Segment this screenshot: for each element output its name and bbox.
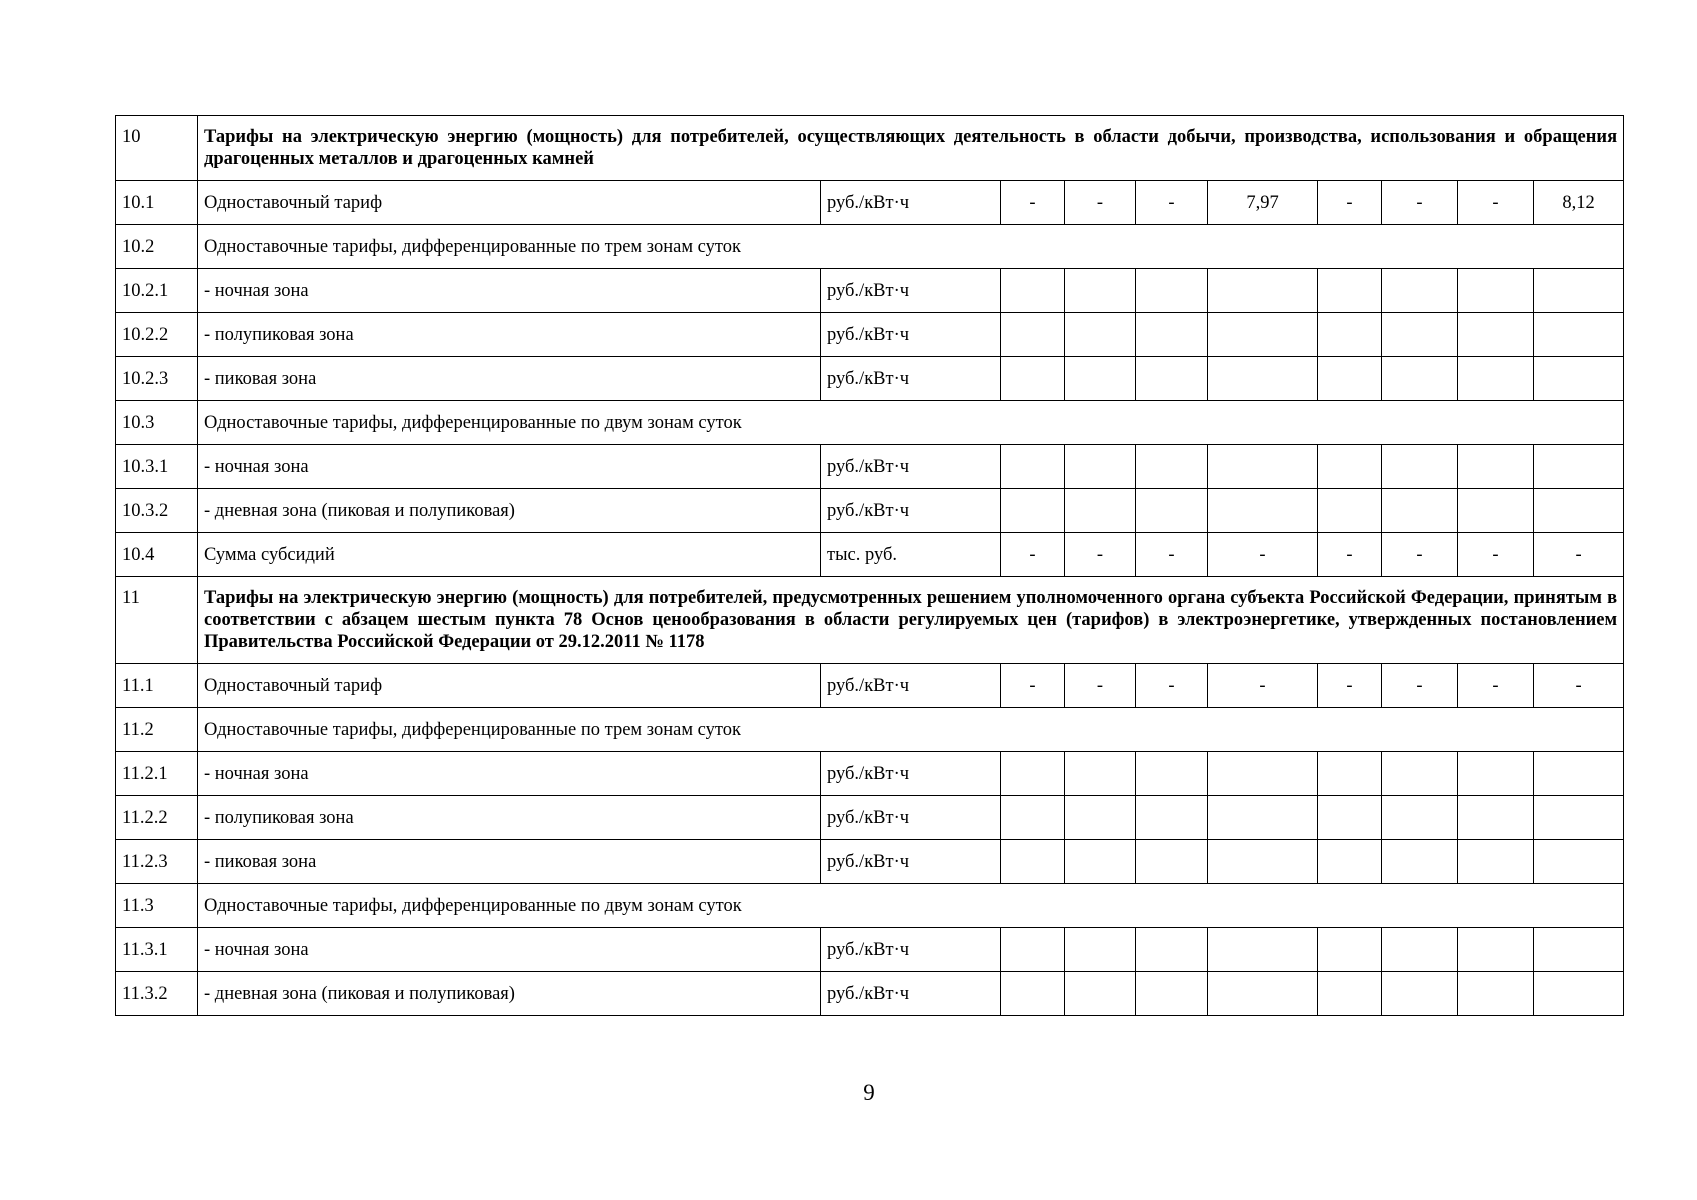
row-number: 11.3: [116, 884, 198, 928]
value-cell: -: [1136, 181, 1208, 225]
value-cell: [1001, 489, 1065, 533]
value-cell: -: [1065, 664, 1136, 708]
row-label: - пиковая зона: [198, 357, 821, 401]
value-cell: [1136, 445, 1208, 489]
value-cell: [1382, 269, 1458, 313]
value-cell: -: [1065, 533, 1136, 577]
row-unit: руб./кВт·ч: [821, 928, 1001, 972]
row-unit: руб./кВт·ч: [821, 752, 1001, 796]
value-cell: [1458, 796, 1534, 840]
row-unit: руб./кВт·ч: [821, 269, 1001, 313]
table-row-10-3-1: [116, 445, 1624, 489]
row-number: 10.3: [116, 401, 198, 445]
row-label: - дневная зона (пиковая и полупиковая): [198, 972, 821, 1016]
value-cell: [1208, 796, 1318, 840]
value-cell: [1318, 752, 1382, 796]
value-cell: [1001, 972, 1065, 1016]
row-number: 10.4: [116, 533, 198, 577]
row-number: 10.2: [116, 225, 198, 269]
value-cell: [1534, 445, 1624, 489]
table-row-10-4: [116, 533, 1624, 577]
value-cell: [1458, 357, 1534, 401]
row-number: 10.1: [116, 181, 198, 225]
value-cell: -: [1458, 533, 1534, 577]
value-cell: -: [1534, 664, 1624, 708]
row-number: 11.2.2: [116, 796, 198, 840]
value-cell: [1458, 928, 1534, 972]
tariff-table: [115, 115, 1624, 1016]
section-title: Тарифы на электрическую энергию (мощность) для потребителей, предусмотренных решением уполномоченного органа субъекта Российской Федерации, принятым в соответствии с абзацем шестым пункта 78 Основ ценообразования в области регулируемых цен (тарифов) в электроэнергетике, утвержденных постановлением Правительства Российской Федерации от 29.12.2011 № 1178: [198, 577, 1624, 664]
row-label: - полупиковая зона: [198, 796, 821, 840]
value-cell: [1065, 840, 1136, 884]
value-cell: -: [1318, 533, 1382, 577]
value-cell: [1208, 840, 1318, 884]
value-cell: [1458, 972, 1534, 1016]
value-cell: 7,97: [1208, 181, 1318, 225]
row-number: 11.1: [116, 664, 198, 708]
value-cell: [1318, 796, 1382, 840]
value-cell: [1136, 357, 1208, 401]
row-number: 10.3.1: [116, 445, 198, 489]
value-cell: -: [1382, 533, 1458, 577]
table-row-11-3-1: [116, 928, 1624, 972]
value-cell: [1001, 269, 1065, 313]
table-row-11-2-3: [116, 840, 1624, 884]
value-cell: [1318, 928, 1382, 972]
value-cell: [1136, 269, 1208, 313]
row-number: 10: [116, 116, 198, 181]
row-unit: руб./кВт·ч: [821, 796, 1001, 840]
value-cell: [1318, 269, 1382, 313]
table-row-10-1: [116, 181, 1624, 225]
value-cell: [1458, 269, 1534, 313]
value-cell: [1382, 357, 1458, 401]
value-cell: [1208, 357, 1318, 401]
value-cell: [1382, 752, 1458, 796]
value-cell: [1065, 357, 1136, 401]
value-cell: [1458, 752, 1534, 796]
value-cell: [1065, 752, 1136, 796]
value-cell: [1382, 489, 1458, 533]
row-unit: руб./кВт·ч: [821, 313, 1001, 357]
page-number: 9: [863, 1080, 875, 1105]
table-row-11: [116, 577, 1624, 664]
value-cell: [1136, 752, 1208, 796]
value-cell: [1065, 928, 1136, 972]
row-label: Сумма субсидий: [198, 533, 821, 577]
value-cell: [1065, 796, 1136, 840]
value-cell: [1534, 357, 1624, 401]
value-cell: [1208, 269, 1318, 313]
row-label: - полупиковая зона: [198, 313, 821, 357]
row-unit: руб./кВт·ч: [821, 445, 1001, 489]
row-label: Одноставочный тариф: [198, 181, 821, 225]
value-cell: [1382, 796, 1458, 840]
row-number: 10.3.2: [116, 489, 198, 533]
row-unit: руб./кВт·ч: [821, 181, 1001, 225]
value-cell: [1318, 357, 1382, 401]
value-cell: [1382, 972, 1458, 1016]
value-cell: -: [1136, 533, 1208, 577]
row-label: - ночная зона: [198, 752, 821, 796]
row-unit: тыс. руб.: [821, 533, 1001, 577]
row-number: 11: [116, 577, 198, 664]
value-cell: [1534, 928, 1624, 972]
row-number: 11.3.2: [116, 972, 198, 1016]
value-cell: [1136, 489, 1208, 533]
row-number: 11.2: [116, 708, 198, 752]
row-unit: руб./кВт·ч: [821, 972, 1001, 1016]
row-number: 11.3.1: [116, 928, 198, 972]
row-unit: руб./кВт·ч: [821, 664, 1001, 708]
value-cell: [1382, 445, 1458, 489]
value-cell: -: [1136, 664, 1208, 708]
row-label: - пиковая зона: [198, 840, 821, 884]
value-cell: [1065, 489, 1136, 533]
value-cell: -: [1318, 664, 1382, 708]
value-cell: [1534, 269, 1624, 313]
row-number: 10.2.3: [116, 357, 198, 401]
table-row-10-2: [116, 225, 1624, 269]
value-cell: [1136, 796, 1208, 840]
value-cell: [1458, 840, 1534, 884]
value-cell: [1065, 972, 1136, 1016]
value-cell: [1065, 269, 1136, 313]
value-cell: [1534, 313, 1624, 357]
value-cell: [1318, 445, 1382, 489]
value-cell: -: [1458, 664, 1534, 708]
value-cell: -: [1065, 181, 1136, 225]
value-cell: -: [1001, 664, 1065, 708]
value-cell: [1318, 972, 1382, 1016]
value-cell: [1458, 313, 1534, 357]
value-cell: [1534, 840, 1624, 884]
value-cell: -: [1458, 181, 1534, 225]
table-row-11-3: [116, 884, 1624, 928]
row-unit: руб./кВт·ч: [821, 357, 1001, 401]
row-number: 10.2.2: [116, 313, 198, 357]
value-cell: -: [1208, 533, 1318, 577]
value-cell: [1534, 796, 1624, 840]
value-cell: [1001, 840, 1065, 884]
value-cell: [1136, 313, 1208, 357]
value-cell: -: [1001, 181, 1065, 225]
value-cell: [1001, 752, 1065, 796]
table-row-10-3-2: [116, 489, 1624, 533]
row-number: 11.2.1: [116, 752, 198, 796]
value-cell: [1136, 972, 1208, 1016]
value-cell: [1136, 928, 1208, 972]
value-cell: [1001, 313, 1065, 357]
table-row-11-3-2: [116, 972, 1624, 1016]
value-cell: [1001, 445, 1065, 489]
value-cell: [1065, 445, 1136, 489]
table-row-11-2-2: [116, 796, 1624, 840]
section-title: Тарифы на электрическую энергию (мощность) для потребителей, осуществляющих деятельность в области добычи, производства, использования и обращения драгоценных металлов и драгоценных камней: [198, 116, 1624, 181]
value-cell: [1534, 489, 1624, 533]
value-cell: [1534, 972, 1624, 1016]
table-row-11-2-1: [116, 752, 1624, 796]
table-row-11-2: [116, 708, 1624, 752]
row-label: - ночная зона: [198, 445, 821, 489]
value-cell: [1208, 313, 1318, 357]
value-cell: [1136, 840, 1208, 884]
table-row-10-2-3: [116, 357, 1624, 401]
value-cell: [1318, 313, 1382, 357]
row-label: - ночная зона: [198, 928, 821, 972]
value-cell: [1458, 445, 1534, 489]
table-body: [116, 116, 1624, 1016]
value-cell: 8,12: [1534, 181, 1624, 225]
row-label: - дневная зона (пиковая и полупиковая): [198, 489, 821, 533]
value-cell: -: [1001, 533, 1065, 577]
value-cell: [1458, 489, 1534, 533]
table-row-10-2-2: [116, 313, 1624, 357]
value-cell: [1001, 796, 1065, 840]
value-cell: [1001, 357, 1065, 401]
subsection-title: Одноставочные тарифы, дифференцированные по двум зонам суток: [198, 884, 1624, 928]
table-row-10-2-1: [116, 269, 1624, 313]
subsection-title: Одноставочные тарифы, дифференцированные по трем зонам суток: [198, 225, 1624, 269]
value-cell: [1208, 972, 1318, 1016]
value-cell: [1001, 928, 1065, 972]
value-cell: [1318, 489, 1382, 533]
row-label: - ночная зона: [198, 269, 821, 313]
table-row-10-3: [116, 401, 1624, 445]
value-cell: [1382, 928, 1458, 972]
table-row-10: [116, 116, 1624, 181]
value-cell: [1208, 928, 1318, 972]
value-cell: [1382, 840, 1458, 884]
row-unit: руб./кВт·ч: [821, 840, 1001, 884]
value-cell: [1208, 752, 1318, 796]
value-cell: [1208, 445, 1318, 489]
row-label: Одноставочный тариф: [198, 664, 821, 708]
value-cell: [1065, 313, 1136, 357]
value-cell: -: [1208, 664, 1318, 708]
value-cell: [1208, 489, 1318, 533]
value-cell: [1318, 840, 1382, 884]
subsection-title: Одноставочные тарифы, дифференцированные по двум зонам суток: [198, 401, 1624, 445]
value-cell: -: [1382, 181, 1458, 225]
value-cell: [1534, 752, 1624, 796]
subsection-title: Одноставочные тарифы, дифференцированные по трем зонам суток: [198, 708, 1624, 752]
table-row-11-1: [116, 664, 1624, 708]
row-number: 11.2.3: [116, 840, 198, 884]
row-unit: руб./кВт·ч: [821, 489, 1001, 533]
row-number: 10.2.1: [116, 269, 198, 313]
value-cell: -: [1534, 533, 1624, 577]
value-cell: -: [1318, 181, 1382, 225]
value-cell: -: [1382, 664, 1458, 708]
value-cell: [1382, 313, 1458, 357]
